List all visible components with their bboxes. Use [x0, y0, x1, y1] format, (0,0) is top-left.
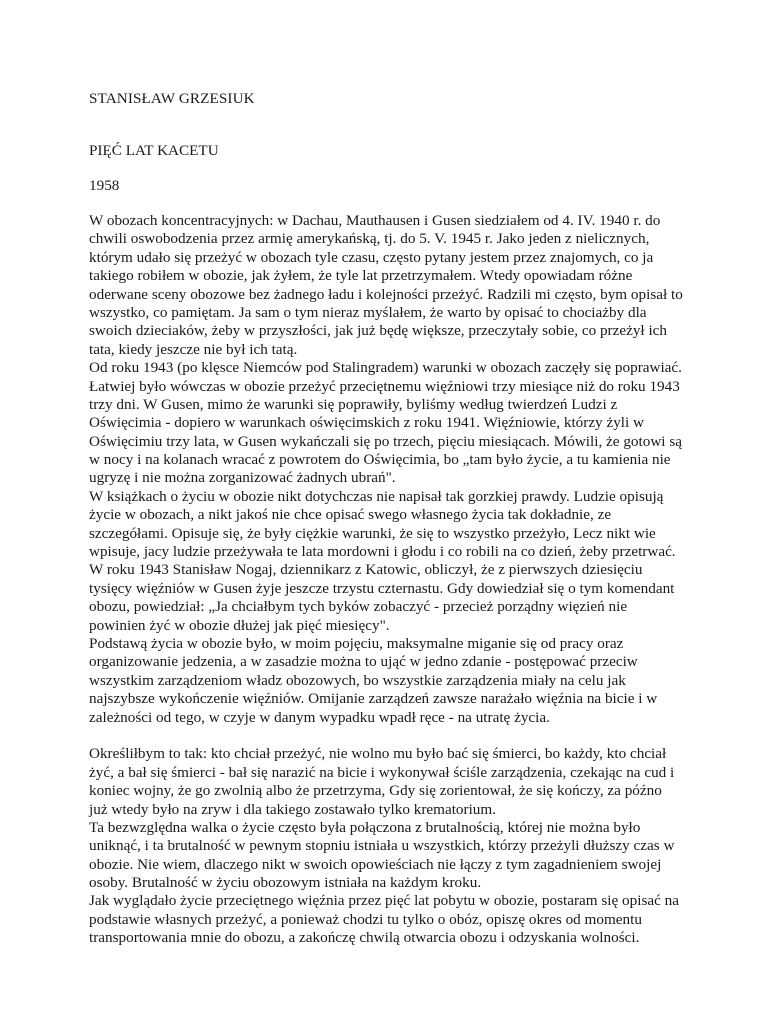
text-line: wszystkim zarządzeniom władz obozowych, bo wszystkie zarządzenia miały na celu jak	[89, 671, 626, 689]
text-line: Oświęcimia - dopiero w warunkach oświęcimskich z roku 1941. Więźniowie, którzy żyli w	[89, 414, 644, 432]
text-line: w nocy i na kolanach wracać z powrotem do Oświęcimia, bo „tam było życie, a tu kamienia nie	[89, 451, 671, 469]
text-line: najszybsze wykończenie więźniów. Omijanie zarządzeń zawsze narażało więźnia na bicie i w	[89, 690, 658, 708]
text-line: tata, kiedy jeszcze nie był ich tatą.	[89, 340, 298, 358]
text-line: wpisuje, jacy ludzie przeżywała te lata mordowni i głodu i co robili na co dzień, żeby przetrwać.	[89, 543, 676, 561]
text-line: obozu, powiedział: „Ja chciałbym tych byków zobaczyć - przecież porządny więzień nie	[89, 598, 628, 616]
text-line: Jak wyglądało życie przeciętnego więźnia przez pięć lat pobytu w obozie, postaram się opisać na	[89, 892, 679, 910]
text-line: transportowania mnie do obozu, a zakończę chwilą otwarcia obozu i odzyskania wolności.	[89, 929, 640, 947]
text-line: podstawie własnych przeżyć, a ponieważ chodzi tu tylko o obóz, opiszę okres od momentu	[89, 910, 642, 928]
text-line: zależności od tego, w czyje w danym wypadku wpadł ręce - na utratę życia.	[89, 708, 550, 726]
text-line: takiego robiłem w obozie, jak żyłem, że tyle lat przetrzymałem. Wtedy opowiadam różne	[89, 267, 633, 285]
text-line: W obozach koncentracyjnych: w Dachau, Mauthausen i Gusen siedziałem od 4. IV. 1940 r. do	[89, 212, 661, 229]
text-line: koniec wojny, że go zwolnią albo że przetrzyma, Gdy się zorientował, że się kończy, za późno	[89, 782, 662, 800]
text-line: W książkach o życiu w obozie nikt dotychczas nie napisał tak gorzkiej prawdy. Ludzie opisują	[89, 487, 664, 505]
text-line: już wtedy było na zryw i dla takiego zostawało tylko krematorium.	[89, 800, 496, 818]
text-line: Od roku 1943 (po klęsce Niemców pod Stalingradem) warunki w obozach zaczęły się poprawiać.	[89, 359, 682, 377]
text-line: Łatwiej było wówczas w obozie przeżyć przeciętnemu więźniowi trzy miesiące niż do roku 1943	[89, 377, 680, 395]
publication-year: 1958	[89, 177, 120, 194]
text-line: którym udało się przeżyć w obozach tyle czasu, często pytany jestem przez znajomych, co ja	[89, 248, 654, 266]
text-line: W roku 1943 Stanisław Nogaj, dziennikarz z Katowic, obliczył, że z pierwszych dziesięciu	[89, 561, 643, 579]
text-line: ugryzę i nie można zorganizować żadnych ubrań".	[89, 469, 396, 487]
text-line: swoich dzieciaków, żeby w przyszłości, jak już będę większe, przeczytały sobie, co przeżył ich	[89, 322, 668, 340]
text-line: powinien żyć w obozie dłużej jak pięć miesięcy".	[89, 616, 390, 634]
text-line: obozie. Nie wiem, dlaczego nikt w swoich opowieściach nie łączy z tym zagadnieniem swojej	[89, 855, 662, 873]
body-text	[89, 212, 689, 948]
text-line: organizowanie jedzenia, a w zasadzie można to ująć w jedno zdanie - postępować przeciw	[89, 653, 638, 671]
text-line: uniknąć, i ta brutalność w pewnym stopniu istniała u wszystkich, którzy przeżyli dłuższy czas w	[89, 837, 675, 855]
book-title: PIĘĆ LAT KACETU	[89, 142, 219, 159]
text-line: szczegółami. Opisuje się, że były ciężkie warunki, że się to wszystko przeżyło, Lecz nikt wie	[89, 524, 656, 542]
text-line: Podstawą życia w obozie było, w moim pojęciu, maksymalne miganie się od pracy oraz	[89, 634, 624, 652]
text-line: Oświęcimiu trzy lata, w Gusen wykańczali się po trzech, pięciu miesiącach. Mówili, że gotowi są	[89, 432, 682, 450]
paragraph-gap	[89, 727, 689, 745]
author-name: STANISŁAW GRZESIUK	[89, 90, 255, 107]
text-line: żyć, a bał się śmierci - bał się narazić na bicie i wykonywał ściśle zarządzenia, czekając na cud i	[89, 763, 675, 781]
text-line: chwili oswobodzenia przez armię amerykańską, tj. do 5. V. 1945 r. Jako jeden z nielicznych,	[89, 230, 650, 248]
text-line: oderwane sceny obozowe bez żadnego ładu i kolejności przeżyć. Radzili mi często, bym opisał to	[89, 285, 683, 303]
text-line: Ta bezwzględna walka o życie często była połączona z brutalnością, której nie można było	[89, 818, 641, 836]
text-line: osoby. Brutalność w życiu obozowym istniała na każdym kroku.	[89, 874, 482, 892]
text-line: wszystko, co pamiętam. Ja sam o tym nieraz myślałem, że warto by opisać to chociażby dla	[89, 303, 647, 321]
text-line: życie w obozach, a nikt jakoś nie chce opisać swego własnego życia tak dokładnie, ze	[89, 506, 612, 524]
text-line: trzy dni. W Gusen, mimo że warunki się poprawiły, byliśmy według twierdzeń Ludzi z	[89, 395, 618, 413]
text-line: tysięcy więźniów w Gusen żyje jeszcze trzystu czternastu. Gdy dowiedział się o tym komendant	[89, 579, 675, 597]
text-line: Określiłbym to tak: kto chciał przeżyć, nie wolno mu było bać się śmierci, bo każdy, kto chciał	[89, 745, 667, 763]
